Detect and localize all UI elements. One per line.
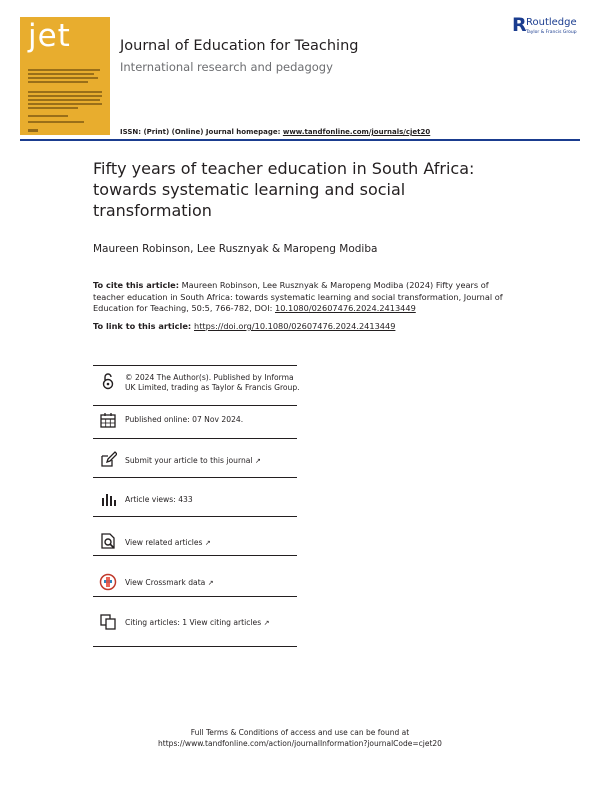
journal-homepage-link[interactable]: www.tandfonline.com/journals/cjet20 [282,128,431,136]
publisher-name: Routledge [526,17,577,28]
citation-block [93,280,513,315]
journal-title: Journal of Education for Teaching [120,38,359,54]
license-text: © 2024 The Author(s). Published by Informa UK Limited, trading as Taylor & Francis Group. [125,373,300,393]
related-text: View related articles [125,538,203,547]
info-divider [93,365,297,366]
issn-label: ISSN: (Print) (Online) Journal homepage: [120,128,283,136]
publisher-group: Taylor & Francis Group [526,30,577,35]
cover-publisher-mark [28,129,38,132]
link-label: To link to this article: [93,321,194,331]
published-item [93,411,303,437]
cover-text-line [28,115,68,117]
external-link-icon: ↗ [263,619,270,627]
journal-cover-image [20,17,110,135]
citing-text: Citing articles: 1 View citing articles [125,618,262,627]
submit-link[interactable] [125,456,305,466]
external-link-icon: ↗ [207,579,214,587]
publisher-logo [512,16,592,40]
info-divider [93,646,297,647]
cover-text-line [28,107,78,109]
cover-text-line [28,91,102,93]
related-link[interactable] [125,538,305,548]
cover-text-line [28,99,100,101]
cover-text-line [28,95,102,97]
edit-icon [99,450,117,468]
related-item[interactable] [93,532,303,554]
article-doi-link[interactable]: https://doi.org/10.1080/02607476.2024.2413449 [194,321,396,331]
issn-line [120,128,430,136]
terms-footer [0,727,600,749]
info-divider [93,405,297,406]
terms-text: Full Terms & Conditions of access and use can be found at [190,728,410,737]
license-item [93,372,303,406]
cover-logo: jet [28,18,71,54]
crossmark-icon [99,573,117,591]
article-authors: Maureen Robinson, Lee Rusznyak & Maropeng Modiba [93,243,378,255]
article-title: Fifty years of teacher education in South Africa: towards systematic learning and social transformation [93,159,475,220]
cover-text-line [28,103,102,105]
crossmark-item[interactable] [93,573,303,595]
external-link-icon: ↗ [204,539,211,547]
cover-text-line [28,121,84,123]
views-text: Article views: 433 [125,495,193,504]
related-articles-icon [99,532,117,550]
calendar-icon [99,411,117,429]
crossmark-text: View Crossmark data [125,578,206,587]
submit-text: Submit your article to this journal [125,456,253,465]
external-link-icon: ↗ [254,457,261,465]
info-divider [93,438,297,439]
cover-text-line [28,77,98,79]
bar-chart-icon [99,490,117,508]
cover-text-line [28,73,94,75]
info-divider [93,596,297,597]
citing-link[interactable] [125,618,305,628]
routledge-r-icon: R [512,14,527,36]
header-divider [20,139,580,141]
published-text: Published online: 07 Nov 2024. [125,415,244,424]
journal-subtitle: International research and pedagogy [120,60,333,74]
article-link-line [93,321,395,331]
views-item [93,490,303,512]
citing-articles-icon [99,613,117,631]
submit-item[interactable] [93,450,303,472]
info-divider [93,555,297,556]
info-divider [93,516,297,517]
cite-text: Maureen Robinson, Lee Rusznyak & Maropeng Modiba (2024) Fifty years of teacher education in South Africa: towards systematic learning and social transformation, Journal of Education for Teaching, 50:5, 766-782, DOI: [93,280,503,314]
info-divider [93,477,297,478]
cover-text-line [28,81,88,83]
cite-doi-link[interactable]: 10.1080/02607476.2024.2413449 [274,303,416,314]
cite-label: To cite this article: [93,280,179,290]
cover-text-line [28,69,100,71]
crossmark-link[interactable] [125,578,305,588]
terms-link[interactable]: https://www.tandfonline.com/action/journalInformation?journalCode=cjet20 [158,739,442,748]
open-access-icon [99,372,117,390]
citing-item[interactable] [93,613,303,635]
